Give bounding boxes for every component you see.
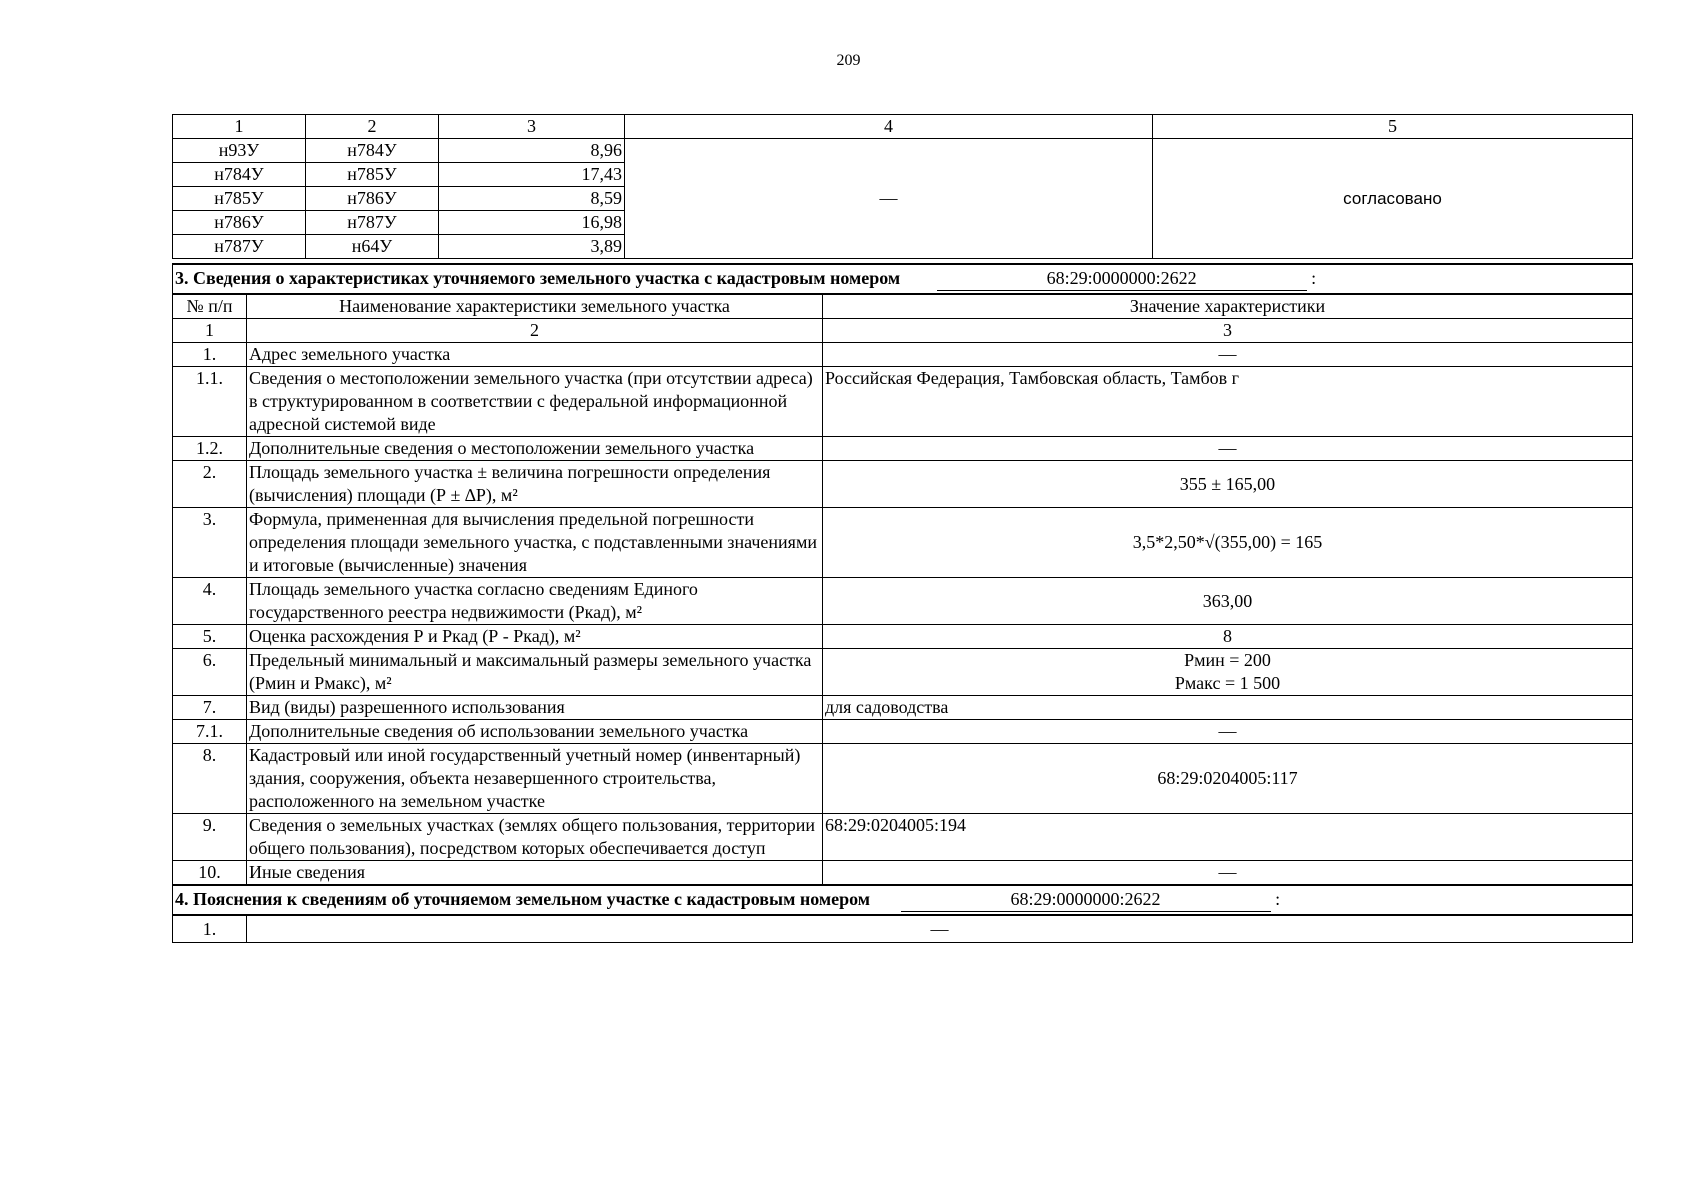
row-value: 355 ± 165,00 (823, 461, 1633, 508)
max-size: Рмакс = 1 500 (1174, 673, 1281, 693)
section4-title-cell (173, 885, 1633, 915)
table-row (173, 625, 1633, 649)
table-row (173, 720, 1633, 744)
point-to: н785У (306, 163, 439, 187)
segment-length: 17,43 (439, 163, 625, 187)
col-header-3: 3 (439, 115, 625, 139)
row-name: Дополнительные сведения об использовании земельного участка (247, 720, 823, 744)
row-num: 8. (173, 744, 247, 814)
row-num: 6. (173, 649, 247, 696)
section3-title: 3. Сведения о характеристиках уточняемого земельного участка с кадастровым номером (175, 268, 901, 288)
row-name: Оценка расхождения Р и Ркад (Р - Ркад), м² (247, 625, 823, 649)
table-row (173, 915, 1633, 943)
row-name: Вид (виды) разрешенного использования (247, 696, 823, 720)
table-row (173, 814, 1633, 861)
section4-suffix: : (1275, 889, 1281, 909)
section4-cadastral-number: 68:29:0000000:2622 (901, 888, 1271, 912)
table-row (173, 343, 1633, 367)
row-name: Иные сведения (247, 861, 823, 886)
section3-suffix: : (1311, 268, 1317, 288)
section3-title-row (173, 264, 1633, 294)
section3-cadastral-number: 68:29:0000000:2622 (937, 267, 1307, 291)
point-from: н787У (173, 235, 306, 259)
row-value: — (823, 861, 1633, 886)
segment-length: 8,59 (439, 187, 625, 211)
row-name: Площадь земельного участка ± величина погрешности определения (вычисления) площади (Р ± ∆Р), м² (247, 461, 823, 508)
point-to: н786У (306, 187, 439, 211)
min-size: Рмин = 200 (1184, 650, 1271, 670)
header-value: Значение характеристики (823, 294, 1633, 319)
col4-value: — (625, 139, 1153, 259)
row-value: для садоводства (823, 696, 1633, 720)
row-value (823, 649, 1633, 696)
subheader-2: 2 (247, 319, 823, 343)
row-value: 363,00 (823, 578, 1633, 625)
row-value: 68:29:0204005:117 (823, 744, 1633, 814)
header-num: № п/п (173, 294, 247, 319)
table-row (173, 508, 1633, 578)
col-header-4: 4 (625, 115, 1153, 139)
subheader-3: 3 (823, 319, 1633, 343)
point-to: н784У (306, 139, 439, 163)
point-from: н786У (173, 211, 306, 235)
row-value: — (823, 437, 1633, 461)
row-value: — (247, 915, 1633, 943)
row-num: 9. (173, 814, 247, 861)
row-num: 1. (173, 343, 247, 367)
row-name: Дополнительные сведения о местоположении земельного участка (247, 437, 823, 461)
table-row (173, 744, 1633, 814)
row-num: 5. (173, 625, 247, 649)
row-name: Адрес земельного участка (247, 343, 823, 367)
table-row (173, 861, 1633, 886)
segment-length: 3,89 (439, 235, 625, 259)
row-value: 8 (823, 625, 1633, 649)
table-row (173, 367, 1633, 437)
row-num: 7. (173, 696, 247, 720)
approval-status: согласовано (1153, 139, 1633, 259)
table-header-row (173, 115, 1633, 139)
point-to: н64У (306, 235, 439, 259)
col-header-5: 5 (1153, 115, 1633, 139)
section4-title: 4. Пояснения к сведениям об уточняемом земельном участке с кадастровым номером (175, 889, 871, 909)
row-name: Сведения о местоположении земельного участка (при отсутствии адреса) в структурированном в соответствии с федеральной информационной адресной системой виде (247, 367, 823, 437)
row-name: Сведения о земельных участках (землях общего пользования, территории общего пользования), посредством которых обеспечивается доступ (247, 814, 823, 861)
row-num: 3. (173, 508, 247, 578)
point-from: н785У (173, 187, 306, 211)
table-row (173, 437, 1633, 461)
row-value: 3,5*2,50*√(355,00) = 165 (823, 508, 1633, 578)
col-header-2: 2 (306, 115, 439, 139)
row-num: 1.1. (173, 367, 247, 437)
row-name: Кадастровый или иной государственный учетный номер (инвентарный) здания, сооружения, объекта незавершенного строительства, расположенного на земельном участке (247, 744, 823, 814)
segment-length: 8,96 (439, 139, 625, 163)
boundary-table (172, 114, 1633, 259)
table-row (173, 578, 1633, 625)
row-name: Предельный минимальный и максимальный размеры земельного участка (Рмин и Рмакс), м² (247, 649, 823, 696)
segment-length: 16,98 (439, 211, 625, 235)
row-num: 10. (173, 861, 247, 886)
point-from: н784У (173, 163, 306, 187)
table-row (173, 649, 1633, 696)
point-to: н787У (306, 211, 439, 235)
row-num: 2. (173, 461, 247, 508)
row-value: Российская Федерация, Тамбовская область, Тамбов г (823, 367, 1633, 437)
header-name: Наименование характеристики земельного участка (247, 294, 823, 319)
characteristics-table (172, 263, 1633, 943)
row-num: 1.2. (173, 437, 247, 461)
section4-title-row (173, 885, 1633, 915)
row-name: Площадь земельного участка согласно сведениям Единого государственного реестра недвижимости (Ркад), м² (247, 578, 823, 625)
table-row (173, 139, 1633, 163)
row-value: — (823, 343, 1633, 367)
row-value: — (823, 720, 1633, 744)
row-name: Формула, примененная для вычисления предельной погрешности определения площади земельного участка, с подставленными значениями и итоговые (вычисленные) значения (247, 508, 823, 578)
row-num: 1. (173, 915, 247, 943)
row-num: 7.1. (173, 720, 247, 744)
row-num: 4. (173, 578, 247, 625)
section3-title-cell (173, 264, 1633, 294)
page-number: 209 (836, 52, 861, 69)
col-header-1: 1 (173, 115, 306, 139)
subheader-1: 1 (173, 319, 247, 343)
row-value: 68:29:0204005:194 (823, 814, 1633, 861)
table-header-row (173, 294, 1633, 319)
table-row (173, 696, 1633, 720)
table-subheader-row (173, 319, 1633, 343)
table-row (173, 461, 1633, 508)
point-from: н93У (173, 139, 306, 163)
